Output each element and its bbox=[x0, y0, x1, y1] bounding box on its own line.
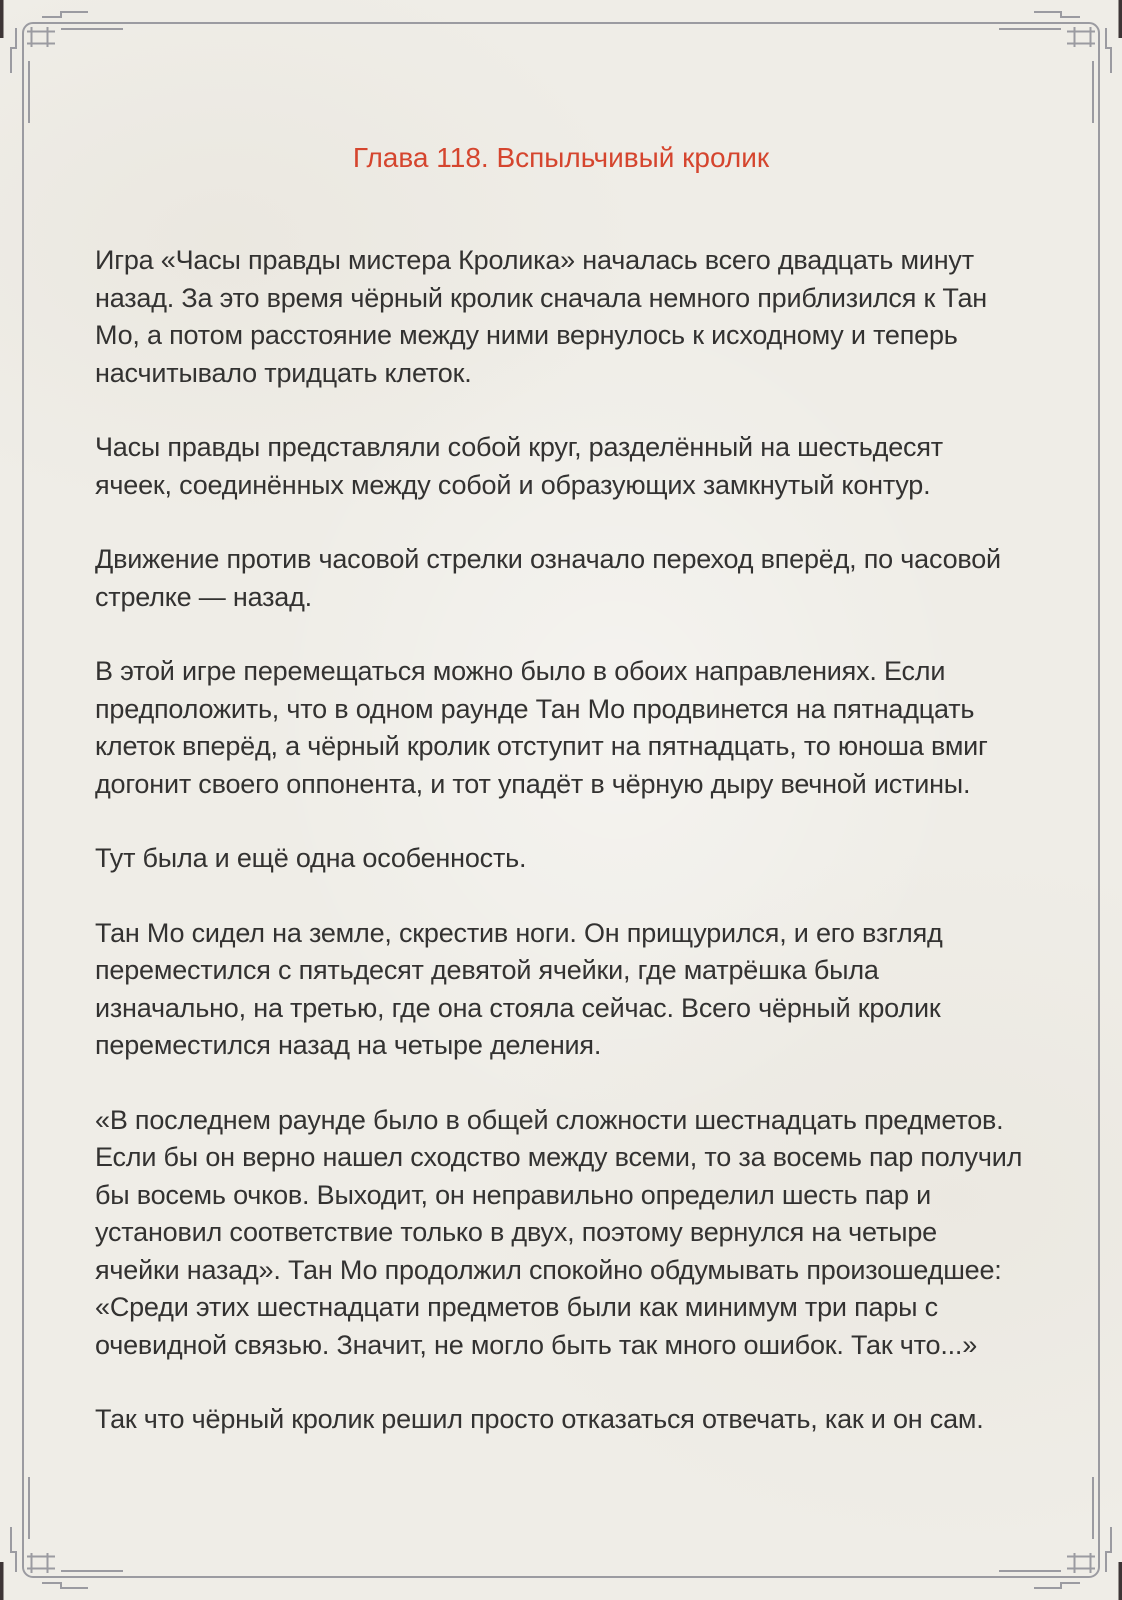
chapter-content bbox=[95, 140, 1027, 1476]
corner-ornament-bottom-left bbox=[0, 1477, 123, 1600]
chapter-title: Глава 118. Вспыльчивый кролик bbox=[352, 142, 770, 173]
chapter-paragraph: Движение против часовой стрелки означало переход вперёд, по часовой стрелке — назад. bbox=[95, 544, 1001, 612]
chapter-paragraph: Тут была и ещё одна особенность. bbox=[95, 843, 527, 873]
chapter-paragraph: «В последнем раунде было в общей сложности шестнадцать предметов. Если бы он верно нашел сходство между всеми, то за восемь пар получил бы восемь очков. Выходит, он неправильно определил шесть пар и установил соответствие только в двух, поэтому вернулся на четыре ячейки назад». Тан Мо продолжил спокойно обдумывать произошедшее: «Среди этих шестнадцати предметов были как минимум три пары с очевидной связью. Значит, не могло быть так много ошибок. Так что...» bbox=[95, 1104, 1023, 1360]
chapter-text bbox=[95, 242, 1027, 1439]
chapter-paragraph: Тан Мо сидел на земле, скрестив ноги. Он прищурился, и его взгляд переместился с пятьдесят девятой ячейки, где матрёшка была изначально, на третью, где она стояла сейчас. Всего чёрный кролик переместился назад на четыре деления. bbox=[95, 917, 943, 1060]
chapter-paragraph: Игра «Часы правды мистера Кролика» началась всего двадцать минут назад. За это время чёрный кролик сначала немного приблизился к Тан Мо, а потом расстояние между ними вернулось к исходному и теперь насчитывало тридцать клеток. bbox=[95, 245, 987, 388]
chapter-paragraph: Часы правды представляли собой круг, разделённый на шестьдесят ячеек, соединённых между собой и образующих замкнутый контур. bbox=[95, 432, 943, 500]
corner-ornament-top-right bbox=[999, 0, 1122, 123]
chapter-paragraph: Так что чёрный кролик решил просто отказаться отвечать, как и он сам. bbox=[95, 1404, 984, 1434]
corner-ornament-bottom-right bbox=[999, 1477, 1122, 1600]
corner-ornament-top-left bbox=[0, 0, 123, 123]
chapter-paragraph: В этой игре перемещаться можно было в обоих направлениях. Если предположить, что в одном раунде Тан Мо продвинется на пятнадцать клеток вперёд, а чёрный кролик отступит на пятнадцать, то юноша вмиг догонит своего оппонента, и тот упадёт в чёрную дыру вечной истины. bbox=[95, 656, 988, 799]
